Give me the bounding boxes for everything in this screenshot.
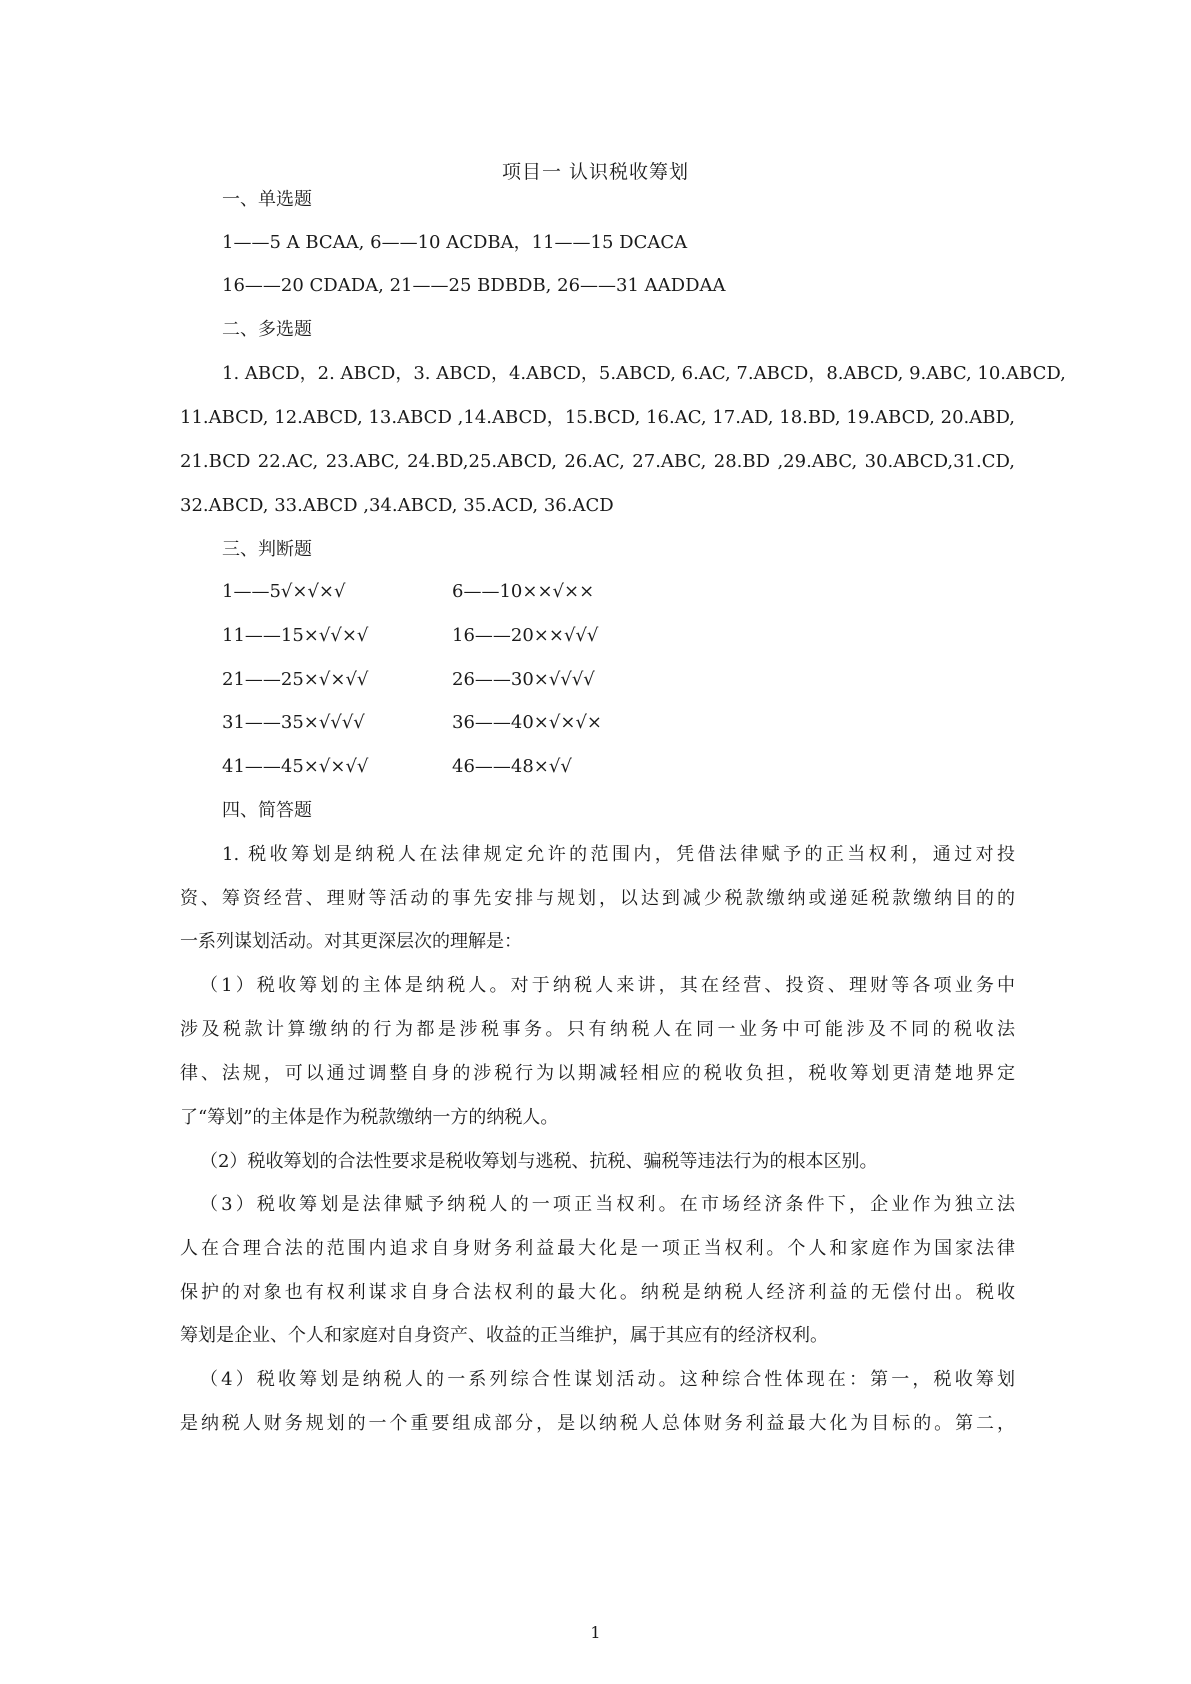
tf-answer: 11——15×√√×√ bbox=[222, 625, 369, 646]
paragraph-line: （2）税收筹划的合法性要求是税收筹划与逃税、抗税、骗税等违法行为的根本区别。 bbox=[200, 1151, 878, 1172]
section-heading-single-choice: 一、单选题 bbox=[222, 189, 312, 210]
page-title: 项目一 认识税收筹划 bbox=[501, 161, 690, 183]
answer-line: 16——20 CDADA, 21——25 BDBDB, 26——31 AADDAA bbox=[222, 275, 726, 296]
paragraph-line: 资、筹资经营、理财等活动的事先安排与规划，以达到减少税款缴纳或递延税款缴纳目的的 bbox=[180, 888, 1015, 909]
paragraph-line: （3）税收筹划是法律赋予纳税人的一项正当权利。在市场经济条件下，企业作为独立法 bbox=[200, 1194, 1015, 1215]
answer-line: 21.BCD 22.AC, 23.ABC, 24.BD,25.ABCD, 26.AC, 27.ABC, 28.BD ,29.ABC, 30.ABCD,31.CD, bbox=[180, 451, 1015, 472]
paragraph-line: 一系列谋划活动。对其更深层次的理解是： bbox=[180, 931, 522, 952]
tf-answer: 26——30×√√√√ bbox=[452, 669, 595, 690]
tf-answer: 31——35×√√√√ bbox=[222, 712, 365, 733]
paragraph-line: （4）税收筹划是纳税人的一系列综合性谋划活动。这种综合性体现在：第一，税收筹划 bbox=[200, 1369, 1015, 1390]
tf-answer: 6——10××√×× bbox=[452, 581, 595, 602]
tf-answer: 41——45×√×√√ bbox=[222, 756, 369, 777]
tf-answer: 46——48×√√ bbox=[452, 756, 572, 777]
answer-line: 11.ABCD, 12.ABCD, 13.ABCD ,14.ABCD，15.BCD, 16.AC, 17.AD, 18.BD, 19.ABCD, 20.ABD, bbox=[180, 407, 1015, 428]
paragraph-line: 人在合理合法的范围内追求自身财务利益最大化是一项正当权利。个人和家庭作为国家法律 bbox=[180, 1238, 1015, 1259]
paragraph-line: 了“筹划”的主体是作为税款缴纳一方的纳税人。 bbox=[180, 1107, 559, 1128]
paragraph-line: 保护的对象也有权利谋求自身合法权利的最大化。纳税是纳税人经济利益的无偿付出。税收 bbox=[180, 1282, 1015, 1303]
page-number: 1 bbox=[590, 1623, 601, 1642]
tf-answer: 36——40×√×√× bbox=[452, 712, 602, 733]
answer-line: 1——5 A BCAA, 6——10 ACDBA，11——15 DCACA bbox=[222, 232, 688, 253]
paragraph-line: 是纳税人财务规划的一个重要组成部分，是以纳税人总体财务利益最大化为目标的。第二， bbox=[180, 1413, 1015, 1434]
paragraph-line: （1）税收筹划的主体是纳税人。对于纳税人来讲，其在经营、投资、理财等各项业务中 bbox=[200, 975, 1015, 996]
paragraph-line: 1. 税收筹划是纳税人在法律规定允许的范围内，凭借法律赋予的正当权利，通过对投 bbox=[222, 844, 1015, 865]
section-heading-short-answer: 四、简答题 bbox=[222, 800, 312, 821]
tf-answer: 16——20××√√√ bbox=[452, 625, 599, 646]
answer-line: 1. ABCD，2. ABCD，3. ABCD，4.ABCD，5.ABCD, 6.AC, 7.ABCD，8.ABCD, 9.ABC, 10.ABCD, bbox=[222, 363, 1066, 384]
paragraph-line: 涉及税款计算缴纳的行为都是涉税事务。只有纳税人在同一业务中可能涉及不同的税收法 bbox=[180, 1019, 1015, 1040]
paragraph-line: 律、法规，可以通过调整自身的涉税行为以期减轻相应的税收负担，税收筹划更清楚地界定 bbox=[180, 1063, 1015, 1084]
answer-line: 32.ABCD, 33.ABCD ,34.ABCD, 35.ACD, 36.ACD bbox=[180, 495, 614, 516]
section-heading-multiple-choice: 二、多选题 bbox=[222, 319, 312, 340]
section-heading-true-false: 三、判断题 bbox=[222, 539, 312, 560]
paragraph-line: 筹划是企业、个人和家庭对自身资产、收益的正当维护，属于其应有的经济权利。 bbox=[180, 1325, 828, 1346]
tf-answer: 1——5√×√×√ bbox=[222, 581, 346, 602]
tf-answer: 21——25×√×√√ bbox=[222, 669, 369, 690]
